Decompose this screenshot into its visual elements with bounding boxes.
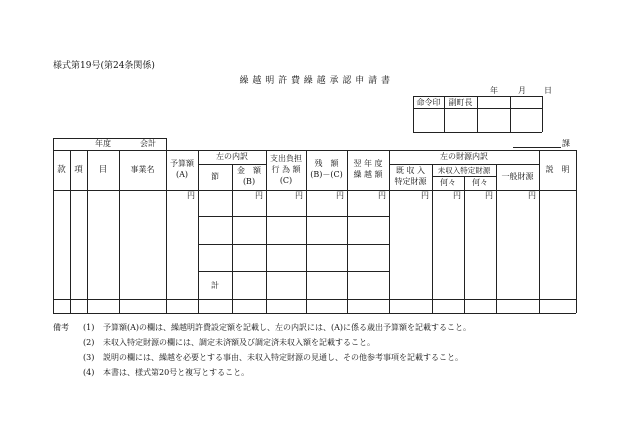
col-nanika-2: 何々 [472,178,488,187]
account-label: 会計 [140,139,156,148]
date-month: 月 [518,86,526,95]
fiscal-year-label: 年度 [95,139,111,148]
unit-yen-g: 円 [453,191,461,200]
col-zaigen-naiyaku: 左の財源内訳 [440,152,488,161]
unit-yen-b: 円 [255,191,263,200]
seal-label-2: 副町長 [448,98,473,107]
division-label: 課 [562,139,570,148]
division-underline [513,147,561,148]
col-kingaku: 金 額 [237,166,261,175]
col-zangaku: 残 額 [314,159,339,168]
col-kou: 項 [74,165,83,175]
col-nanika-1: 何々 [440,178,456,187]
note-num-2: (2) [83,338,95,347]
col-yosangaku: 予算額 [170,159,194,168]
col-kishu: 既 収 入 [395,166,426,175]
form-reference: 様式第19号(第24条関係) [53,61,155,71]
date-year: 年 [490,86,498,95]
col-kingaku-sym: (B) [242,177,256,186]
note-text-4: 本書は、様式第20号と複写とすること。 [103,368,250,377]
col-yosangaku-sym: (A) [175,170,189,179]
note-text-2: 未収入特定財源の欄には、調定未済額及び調定済未収入額を記載すること。 [103,338,375,347]
seal-label-1: 命令印 [416,98,441,107]
col-yokunendo: 翌 年 度 [353,159,383,168]
note-num-4: (4) [83,368,95,377]
unit-yen-i: 円 [528,191,536,200]
unit-yen-c: 円 [295,191,303,200]
col-shishutsu-sym: (C) [279,176,293,185]
note-text-1: 予算額(A)の欄は、繰越明許費設定額を記載し、左の内訳には、(A)に係る歳出予算額を記載すること。 [103,323,472,332]
note-num-1: (1) [83,323,95,332]
col-jigyomei: 事業名 [130,165,155,174]
notes-label: 備考 [53,323,69,332]
col-setsu: 節 [211,172,219,181]
note-text-3: 説明の欄には、繰越を必要とする事由、未収入特定財源の見通し、その他参考事項を記載すること。 [103,353,463,362]
unit-yen-a: 円 [187,191,195,200]
col-shishutsu-2: 行 為 額 [271,165,301,174]
col-mishu: 未収入特定財源 [437,166,491,175]
note-num-3: (3) [83,353,95,362]
unit-yen-h: 円 [485,191,493,200]
col-kurikoshigaku: 繰 越 額 [353,170,383,179]
col-moku: 目 [98,165,108,175]
unit-yen-d: 円 [336,191,344,200]
total-label: 計 [211,281,219,290]
date-day: 日 [544,86,552,95]
unit-yen-f: 円 [421,191,429,200]
col-setsumei: 説 明 [545,165,570,174]
col-shishutsu: 支出負担 [270,154,302,163]
col-kan: 款 [57,165,66,175]
col-ippan: 一般財源 [501,172,534,181]
unit-yen-e: 円 [378,191,386,200]
col-zangaku-expr: (B)－(C) [310,170,343,179]
col-tokutei: 特定財源 [394,177,427,186]
form-title: 繰 越 明 許 費 繰 越 承 認 申 請 書 [239,76,391,86]
col-naiyaku: 左の内訳 [216,152,248,161]
